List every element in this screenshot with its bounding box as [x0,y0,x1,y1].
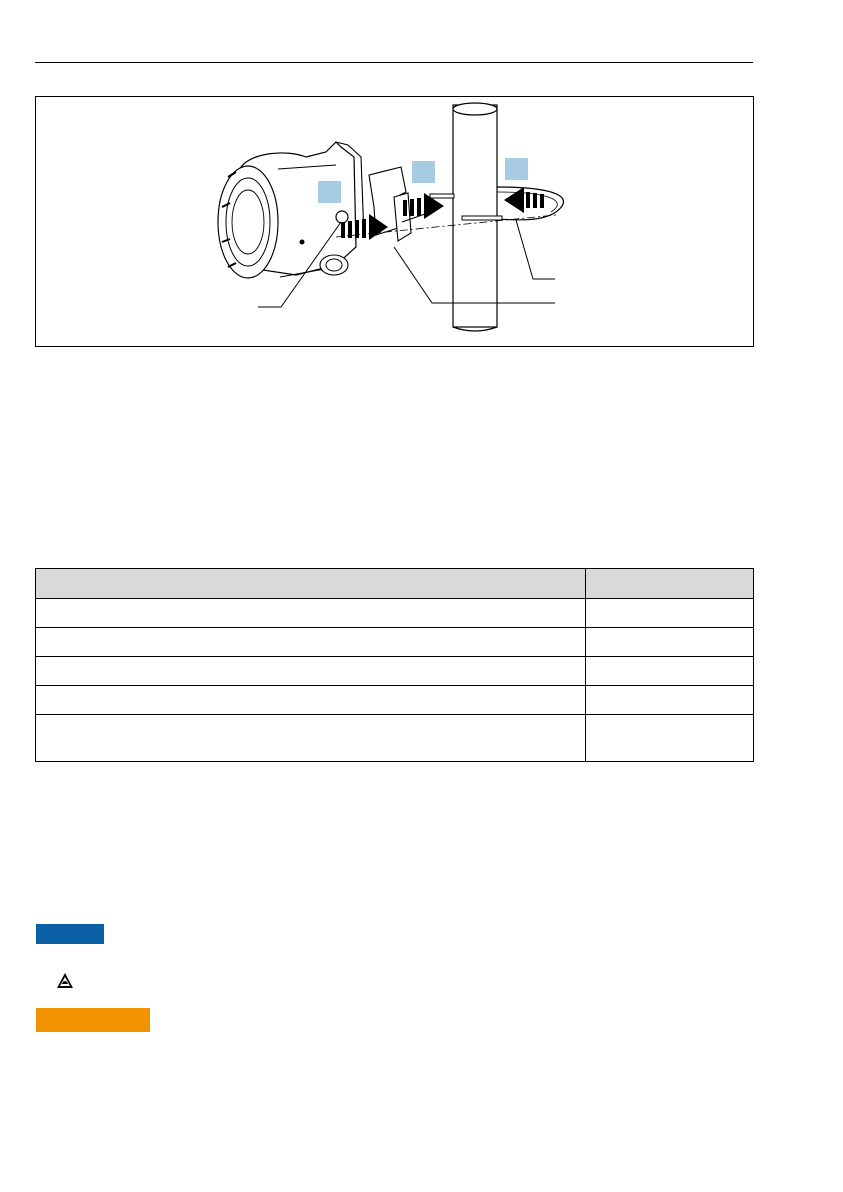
step-1-callout [318,181,341,203]
table-row [36,599,754,628]
table-cell [36,599,586,628]
table-row [36,686,754,715]
step-3-callout [505,158,528,180]
housing-drawing [218,142,364,278]
esd-warning-icon [56,972,74,989]
table-cell [586,628,754,657]
table-cell [586,599,754,628]
table-cell [36,628,586,657]
header-rule [35,62,753,63]
table-cell [586,657,754,686]
arrow-3-drawing [504,187,544,213]
table-row [36,628,754,657]
warning-badge [36,1008,150,1032]
column-header [36,569,586,599]
column-header [586,569,754,599]
table-cell [36,715,586,762]
table-row [36,657,754,686]
spec-table [35,568,754,762]
table-row [36,715,754,762]
pipe-mounting-illustration [36,97,753,346]
table-header-row [36,569,754,599]
table-cell [586,686,754,715]
table-cell [36,686,586,715]
step-2-callout [412,161,435,183]
notice-badge [36,924,104,944]
table-cell [586,715,754,762]
table-cell [36,657,586,686]
mounting-figure [35,96,754,347]
